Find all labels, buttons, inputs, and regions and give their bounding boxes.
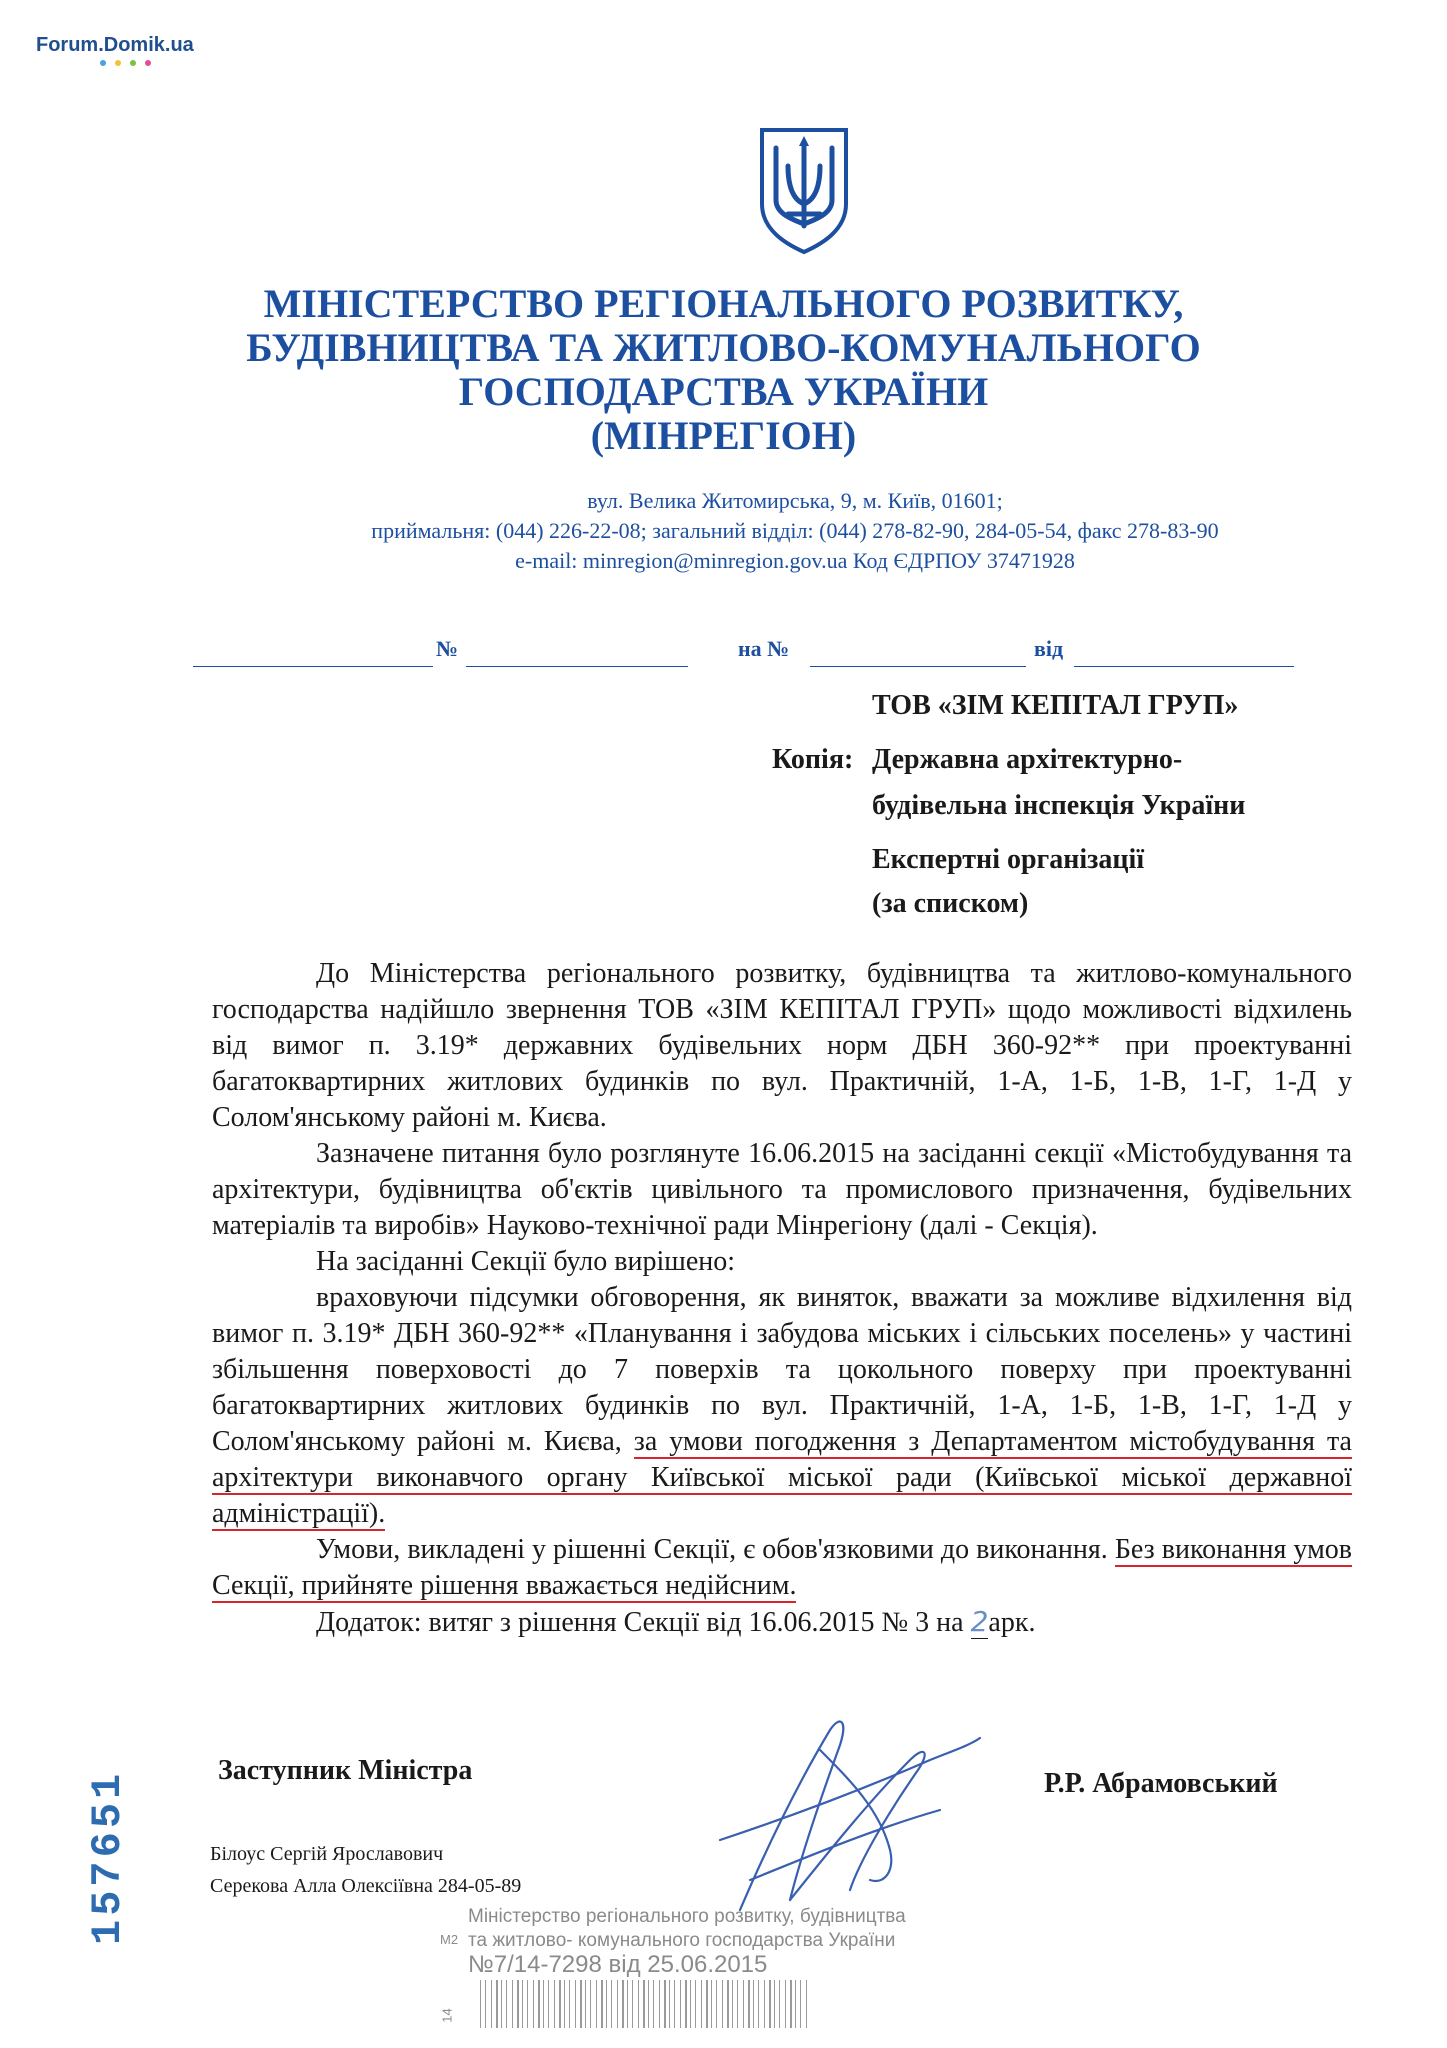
copy-line-2: будівельна інспекція України [872,790,1246,821]
executor-2: Серекова Алла Олексіївна 284-05-89 [210,1875,522,1897]
ref-date-rule [193,666,433,667]
recipient: ТОВ «ЗІМ КЕПІТАЛ ГРУП» [872,690,1239,721]
registration-m2: М2 [440,1932,459,1947]
ministry-contacts [270,486,1320,576]
registration-number: №7/14-7298 від 25.06.2015 [468,1951,768,1978]
barcode-side-number: 14 [439,2008,455,2023]
handwritten-signature [680,1690,1000,1930]
contact-phones: приймальня: (044) 226-22-08; загальний відділ: (044) 278-82-90, 284-05-54, факс 278-83-90 [371,518,1219,543]
ministry-name [0,282,1447,458]
signatory-name: Р.Р. Абрамовський [1044,1768,1278,1799]
ref-incoming-label: на № [738,636,790,661]
conditions-text: Умови, викладені у рішенні Секції, є обов'язковими до виконання. [316,1534,1115,1565]
decision-condition-underlined: за умови погодження з Департаментом містобудування та архітектури виконавчого органу Київської міської ради (Київської міської державної адміністрації). [212,1426,1352,1529]
experts-line-2: (за списком) [872,888,1029,919]
contact-email: e-mail: minregion@minregion.gov.ua Код ЄДРПОУ 37471928 [515,548,1075,573]
copy-label: Копія: [772,744,854,775]
barcode [480,1980,810,2028]
attachment-sheets-unit: арк. [988,1607,1036,1638]
forum-watermark: Forum.Domik.ua [36,34,194,56]
executor-1: Білоус Сергій Ярославович [210,1843,444,1865]
experts-line-1: Експертні організації [872,844,1145,875]
ministry-line-4: (МІНРЕГІОН) [590,413,857,458]
ministry-line-3: ГОСПОДАРСТВА УКРАЇНИ [458,369,989,414]
ref-from-label: від [1034,636,1064,661]
executors [210,1838,521,1902]
conditions-warning-underlined: Без виконання умов Секції, прийняте рішення вважається недійсним. [212,1534,1353,1601]
paragraph-decided: На засіданні Секції було вирішено: [316,1246,736,1277]
trident-emblem-icon [758,126,850,256]
ministry-line-2: БУДІВНИЦТВА ТА ЖИТЛОВО-КОМУНАЛЬНОГО [246,325,1201,370]
paragraph-conditions [212,1532,1352,1604]
ref-number-label: № [436,636,459,661]
registration-line-2: та житлово- комунального господарства України [468,1930,896,1951]
ref-from-rule [1074,666,1294,667]
registration-line-1: Міністерство регіонального розвитку, будівництва [468,1906,906,1927]
copy-line-1: Державна архітектурно- [872,744,1183,775]
paragraph-attachment [212,1604,1352,1641]
incoming-stamp-number: 157651 [84,1769,132,1945]
registration-stamp [468,1905,906,1977]
attachment-text: Додаток: витяг з рішення Секції від 16.06.2015 № 3 на [316,1607,971,1638]
paragraph-request: До Міністерства регіонального розвитку, будівництва та житлово-комунального господарства надійшло звернення ТОВ «ЗІМ КЕПІТАЛ ГРУП» щодо можливості відхилень від вимог п. 3.19* державних будівельних норм ДБН 360-92** при проектуванні багатоквартирних житлових будинків по вул. Практичній, 1-А, 1-Б, 1-В, 1-Г, 1-Д у Солом'янському районі м. Києва. [212,958,1352,1133]
ministry-line-1: МІНІСТЕРСТВО РЕГІОНАЛЬНОГО РОЗВИТКУ, [263,281,1184,326]
attachment-sheets-handwritten: 2 [970,1605,989,1638]
contact-address: вул. Велика Житомирська, 9, м. Київ, 01601; [587,488,1003,513]
watermark-dots [100,60,151,66]
decision-text: враховуючи підсумки обговорення, як виняток, вважати за можливе відхилення від вимог п. 3.19* ДБН 360-92** «Планування і забудова міських і сільських поселень» у частині збільшення поверховості до 7 поверхів та цокольного поверху при проектуванні багатоквартирних житлових будинків по вул. Практичній, 1-А, 1-Б, 1-В, 1-Г, 1-Д у Солом'янському районі м. Києва, [212,1282,1352,1457]
signatory-title: Заступник Міністра [218,1755,473,1786]
ref-incoming-rule [810,666,1026,667]
ref-number-rule [466,666,688,667]
paragraph-decision [212,1280,1352,1532]
paragraph-review: Зазначене питання було розглянуте 16.06.2015 на засіданні секції «Містобудування та архітектури, будівництва об'єктів цивільного та промислового призначення, будівельних матеріалів та виробів» Науково-технічної ради Мінрегіону (далі - Секція). [212,1138,1352,1241]
letter-body [212,956,1352,1641]
